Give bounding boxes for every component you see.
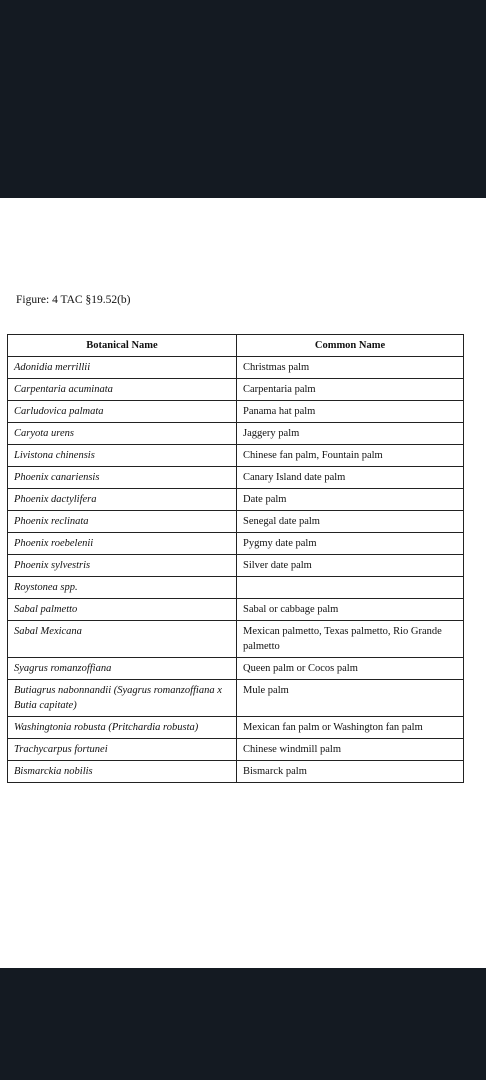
common-name-cell: Sabal or cabbage palm bbox=[237, 599, 464, 621]
botanical-name-cell: Sabal Mexicana bbox=[8, 621, 237, 658]
palm-table bbox=[7, 334, 464, 783]
botanical-name-cell: Roystonea spp. bbox=[8, 577, 237, 599]
botanical-name-cell: Syagrus romanzoffiana bbox=[8, 658, 237, 680]
common-name-cell: Jaggery palm bbox=[237, 423, 464, 445]
table-row bbox=[8, 423, 464, 445]
botanical-name-cell: Bismarckia nobilis bbox=[8, 761, 237, 783]
table-row bbox=[8, 658, 464, 680]
table-row bbox=[8, 599, 464, 621]
table-row bbox=[8, 511, 464, 533]
common-name-cell: Mule palm bbox=[237, 680, 464, 717]
header-common-name: Common Name bbox=[237, 335, 464, 357]
common-name-cell: Mexican palmetto, Texas palmetto, Rio Grande palmetto bbox=[237, 621, 464, 658]
botanical-name-cell: Washingtonia robusta (Pritchardia robusta) bbox=[8, 717, 237, 739]
table-row bbox=[8, 401, 464, 423]
table-row bbox=[8, 717, 464, 739]
botanical-name-cell: Adonidia merrillii bbox=[8, 357, 237, 379]
table-row bbox=[8, 577, 464, 599]
common-name-cell: Pygmy date palm bbox=[237, 533, 464, 555]
table-row bbox=[8, 555, 464, 577]
table-row bbox=[8, 379, 464, 401]
common-name-cell bbox=[237, 577, 464, 599]
botanical-name-cell: Phoenix reclinata bbox=[8, 511, 237, 533]
botanical-name-cell: Carludovica palmata bbox=[8, 401, 237, 423]
table-row bbox=[8, 761, 464, 783]
document-page[interactable] bbox=[0, 198, 486, 968]
botanical-name-cell: Caryota urens bbox=[8, 423, 237, 445]
bottom-dark-bar bbox=[0, 968, 486, 1080]
table-row bbox=[8, 445, 464, 467]
botanical-name-cell: Carpentaria acuminata bbox=[8, 379, 237, 401]
botanical-name-cell: Butiagrus nabonnandii (Syagrus romanzoffiana x Butia capitate) bbox=[8, 680, 237, 717]
common-name-cell: Mexican fan palm or Washington fan palm bbox=[237, 717, 464, 739]
botanical-name-cell: Sabal palmetto bbox=[8, 599, 237, 621]
botanical-name-cell: Livistona chinensis bbox=[8, 445, 237, 467]
figure-caption: Figure: 4 TAC §19.52(b) bbox=[16, 294, 131, 306]
table-row bbox=[8, 489, 464, 511]
common-name-cell: Christmas palm bbox=[237, 357, 464, 379]
common-name-cell: Panama hat palm bbox=[237, 401, 464, 423]
top-dark-bar bbox=[0, 0, 486, 198]
table-row bbox=[8, 467, 464, 489]
common-name-cell: Chinese windmill palm bbox=[237, 739, 464, 761]
common-name-cell: Date palm bbox=[237, 489, 464, 511]
botanical-name-cell: Phoenix roebelenii bbox=[8, 533, 237, 555]
common-name-cell: Bismarck palm bbox=[237, 761, 464, 783]
common-name-cell: Carpentaria palm bbox=[237, 379, 464, 401]
botanical-name-cell: Phoenix sylvestris bbox=[8, 555, 237, 577]
table-row bbox=[8, 533, 464, 555]
botanical-name-cell: Trachycarpus fortunei bbox=[8, 739, 237, 761]
table-row bbox=[8, 621, 464, 658]
common-name-cell: Silver date palm bbox=[237, 555, 464, 577]
common-name-cell: Chinese fan palm, Fountain palm bbox=[237, 445, 464, 467]
common-name-cell: Canary Island date palm bbox=[237, 467, 464, 489]
table-row bbox=[8, 739, 464, 761]
botanical-name-cell: Phoenix dactylifera bbox=[8, 489, 237, 511]
common-name-cell: Senegal date palm bbox=[237, 511, 464, 533]
table-row bbox=[8, 680, 464, 717]
header-botanical-name: Botanical Name bbox=[8, 335, 237, 357]
table-header-row bbox=[8, 335, 464, 357]
table-row bbox=[8, 357, 464, 379]
botanical-name-cell: Phoenix canariensis bbox=[8, 467, 237, 489]
common-name-cell: Queen palm or Cocos palm bbox=[237, 658, 464, 680]
